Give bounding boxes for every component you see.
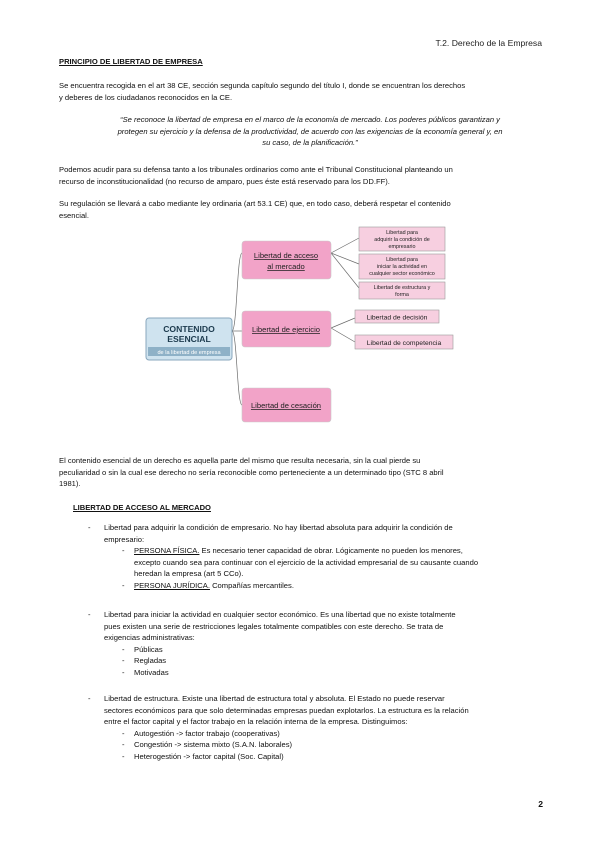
paragraph-line: 1981).	[59, 479, 81, 488]
dash-marker: -	[122, 728, 125, 738]
sub-item-text: Públicas	[134, 644, 163, 654]
paragraph-line: Su regulación se llevará a cabo mediante ley ordinaria (art 53.1 CE) que, en todo caso, deberá respetar el contenido	[59, 199, 451, 208]
sub-item-heterogestion	[122, 751, 546, 763]
sub-item-text: Motivadas	[134, 667, 169, 677]
dash-marker: -	[122, 656, 125, 665]
quote-line: protegen su ejercicio y la defensa de la productividad, de acuerdo con las exigencias de la economía general y, en	[117, 126, 503, 136]
list-line: Libertad para iniciar la actividad en cualquier sector económico. Es una libertad que no existe totalmente	[104, 610, 456, 619]
list-line: exigencias administrativas:	[104, 633, 195, 642]
paragraph-line: y deberes de los ciudadanos reconocidos en la CE.	[59, 92, 233, 102]
sub-item-regladas	[122, 655, 546, 667]
central-node-line1: CONTENIDO	[163, 324, 215, 334]
sub-item-persona-fisica	[122, 545, 546, 580]
list-line: empresario:	[104, 534, 145, 544]
sub-item-motivadas	[122, 667, 546, 679]
list-line: Libertad de estructura. Existe una libertad de estructura total y absoluta. El Estado no puede reservar	[104, 694, 445, 703]
list-item-text	[104, 609, 546, 678]
leaf-iniciar-line1: Libertad para	[386, 257, 418, 263]
list-line: Libertad para adquirir la condición de empresario. No hay libertad absoluta para adquirir la condición de	[104, 523, 453, 532]
dash-marker: -	[122, 740, 125, 749]
dash-marker: -	[88, 610, 91, 619]
list-line: entre el factor capital y el factor trabajo en la relación interna de la empresa. Distinguimos:	[104, 717, 408, 726]
leaf-iniciar-line2: iniciar la actividad en	[376, 264, 428, 270]
dash-marker: -	[122, 546, 125, 555]
list-line: sectores económicos para que solo determinadas empresas puedan explotarlos. La estructura es la relación	[104, 705, 469, 715]
list-item-text	[104, 522, 546, 591]
paragraph-line: Se encuentra recogida en el art 38 CE, sección segunda capítulo segundo del título I, donde se encuentran los derechos	[59, 81, 466, 90]
list-line: excepto cuando sea para continuar con el ejercicio de la actividad empresarial de su causante cuando	[134, 557, 479, 567]
branch-acceso-box	[242, 241, 331, 279]
list-item-adquirir	[88, 522, 546, 591]
branch-ejercicio-label: Libertad de ejercicio	[252, 325, 320, 334]
dash-marker: -	[122, 580, 125, 590]
leaf-estructura-line1: Libertad de estructura y	[373, 285, 431, 291]
leaf-decision-label: Libertad de decisión	[366, 314, 428, 322]
leaf-estructura-line2: forma	[395, 292, 409, 298]
persona-fisica-label: PERSONA FÍSICA.	[134, 546, 200, 555]
paragraph-contenido-esencial	[59, 455, 545, 490]
dash-marker: -	[122, 667, 125, 677]
sub-item-publicas	[122, 644, 546, 656]
dash-marker: -	[122, 644, 125, 654]
sub-item-text: Autogestión -> factor trabajo (cooperativas)	[134, 728, 280, 738]
paragraph-defensa	[59, 164, 545, 187]
sub-item-text: Congestión -> sistema mixto (S.A.N. laborales)	[134, 740, 293, 749]
leaf-adquirir-line2: adquirir la condición de	[374, 237, 430, 243]
dash-marker: -	[88, 523, 91, 532]
central-node-line2: ESENCIAL	[167, 334, 211, 344]
branch-acceso-line2: al mercado	[267, 262, 305, 271]
paragraph-art38	[59, 80, 545, 103]
paragraph-line: recurso de inconstitucionalidad (no recurso de amparo, pues éste está reservado para los DD.FF).	[59, 176, 390, 186]
dash-marker: -	[88, 694, 91, 703]
list-item-iniciar	[88, 609, 546, 678]
branch-acceso-line1: Libertad de acceso	[253, 251, 319, 260]
dash-marker: -	[122, 751, 125, 761]
leaf-competencia-label: Libertad de competencia	[366, 340, 442, 347]
persona-fisica-text: Es necesario tener capacidad de obrar. Lógicamente no pueden los menores,	[199, 546, 463, 555]
paragraph-line: esencial.	[59, 210, 89, 220]
quote-line: “Se reconoce la libertad de empresa en el marco de la economía de mercado. Los poderes públicos garantizan y	[120, 115, 500, 124]
page-header-title: T.2. Derecho de la Empresa	[435, 38, 542, 48]
persona-juridica-label: PERSONA JURÍDICA.	[134, 580, 210, 590]
list-item-estructura	[88, 693, 546, 762]
list-line: heredan la empresa (art 5 CCo).	[134, 569, 244, 578]
list-item-text	[104, 693, 546, 762]
quote-art38	[80, 114, 540, 149]
quote-line: su caso, de la planificación.”	[262, 138, 358, 147]
branch-cesacion-label: Libertad de cesación	[250, 401, 322, 410]
central-node-sub: de la libertad de empresa	[157, 350, 221, 356]
page-number: 2	[538, 799, 543, 809]
sub-item-congestion	[122, 739, 546, 751]
sub-item-persona-juridica	[122, 580, 546, 592]
persona-juridica-text: Compañías mercantiles.	[209, 580, 294, 590]
sub-item-text: Regladas	[134, 656, 167, 665]
section-heading-principio: PRINCIPIO DE LIBERTAD DE EMPRESA	[59, 57, 203, 66]
leaf-adquirir-line3: empresario	[388, 244, 416, 250]
paragraph-line: El contenido esencial de un derecho es aquella parte del mismo que resulta necesaria, sin la cual pierde su	[59, 456, 421, 465]
sub-item-text: Heterogestión -> factor capital (Soc. Capital)	[134, 751, 284, 761]
list-line: pues existen una serie de restricciones legales totalmente compatibles con este derecho. Se trata de	[104, 621, 444, 631]
paragraph-line: peculiaridad o sin la cual ese derecho no sería reconocible como perteneciente a un determinado tipo (STC 8 abril	[59, 467, 444, 477]
leaf-iniciar-line3: cualquier sector económico	[369, 271, 435, 277]
sub-item-autogestion	[122, 728, 546, 740]
section-heading-acceso: LIBERTAD DE ACCESO AL MERCADO	[73, 503, 211, 512]
contenido-esencial-diagram	[140, 218, 460, 440]
leaf-adquirir-line1: Libertad para	[386, 230, 418, 236]
paragraph-line: Podemos acudir para su defensa tanto a los tribunales ordinarios como ante el Tribunal Constitucional planteando un	[59, 165, 453, 174]
